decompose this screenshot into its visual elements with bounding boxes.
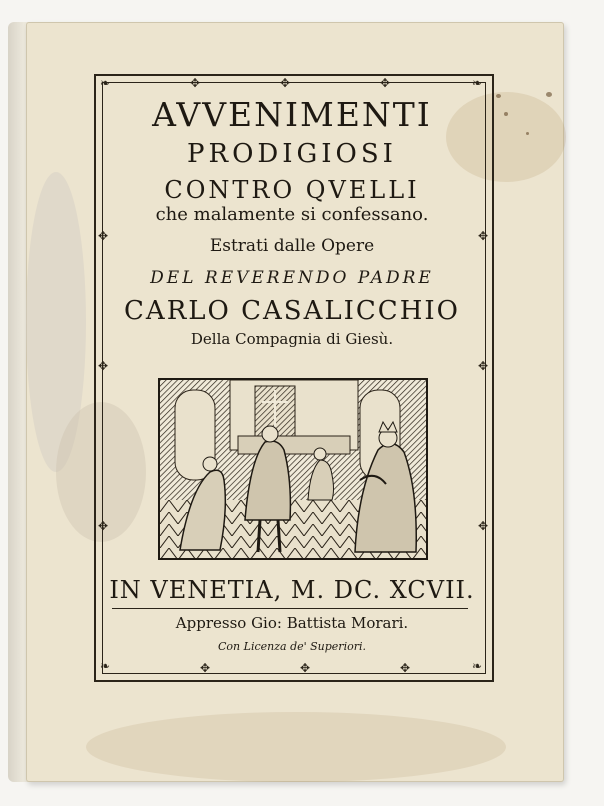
title-line: AVVENIMENTI: [152, 95, 432, 134]
paper-stain: [86, 712, 506, 782]
subtitle-line: Estrati dalle Opere: [209, 236, 375, 256]
ink-spot: [496, 94, 501, 98]
fleuron-ornament: ✥: [380, 76, 391, 90]
fleuron-ornament: ✥: [200, 661, 211, 675]
ink-spot: [546, 92, 552, 97]
ink-spot: [526, 132, 529, 135]
woodcut-scene-icon: [160, 380, 426, 558]
fleuron-ornament: ✥: [478, 359, 489, 373]
imprint-place-date: IN VENETIA, M. DC. XCVII.: [109, 576, 475, 604]
author-affiliation: Della Compagnia di Giesù.: [190, 330, 394, 348]
fleuron-ornament: ❧: [100, 659, 111, 673]
printer-line: Appresso Gio: Battista Morari.: [175, 614, 409, 632]
title-line: CONTRO QVELLI: [164, 176, 420, 204]
author-name: CARLO CASALICCHIO: [124, 296, 460, 326]
fleuron-ornament: ✥: [190, 76, 201, 90]
fleuron-ornament: ✥: [98, 359, 109, 373]
license-line: Con Licenza de' Superiori.: [218, 640, 366, 653]
fleuron-ornament: ✥: [478, 229, 489, 243]
fleuron-ornament: ✥: [280, 76, 291, 90]
fleuron-ornament: ✥: [478, 519, 489, 533]
woodcut-illustration: [158, 378, 428, 560]
ink-spot: [504, 112, 508, 116]
fleuron-ornament: ✥: [400, 661, 411, 675]
title-line: PRODIGIOSI: [187, 139, 397, 169]
fleuron-ornament: ❧: [472, 76, 483, 90]
fleuron-ornament: ❧: [472, 659, 483, 673]
fleuron-ornament: ✥: [300, 661, 311, 675]
subtitle-line: che malamente si confessano.: [155, 204, 429, 225]
fleuron-ornament: ✥: [98, 519, 109, 533]
fleuron-ornament: ✥: [98, 229, 109, 243]
divider-rule: [112, 608, 468, 609]
author-prefix: DEL REVERENDO PADRE: [150, 268, 434, 288]
fleuron-ornament: ❧: [100, 76, 111, 90]
